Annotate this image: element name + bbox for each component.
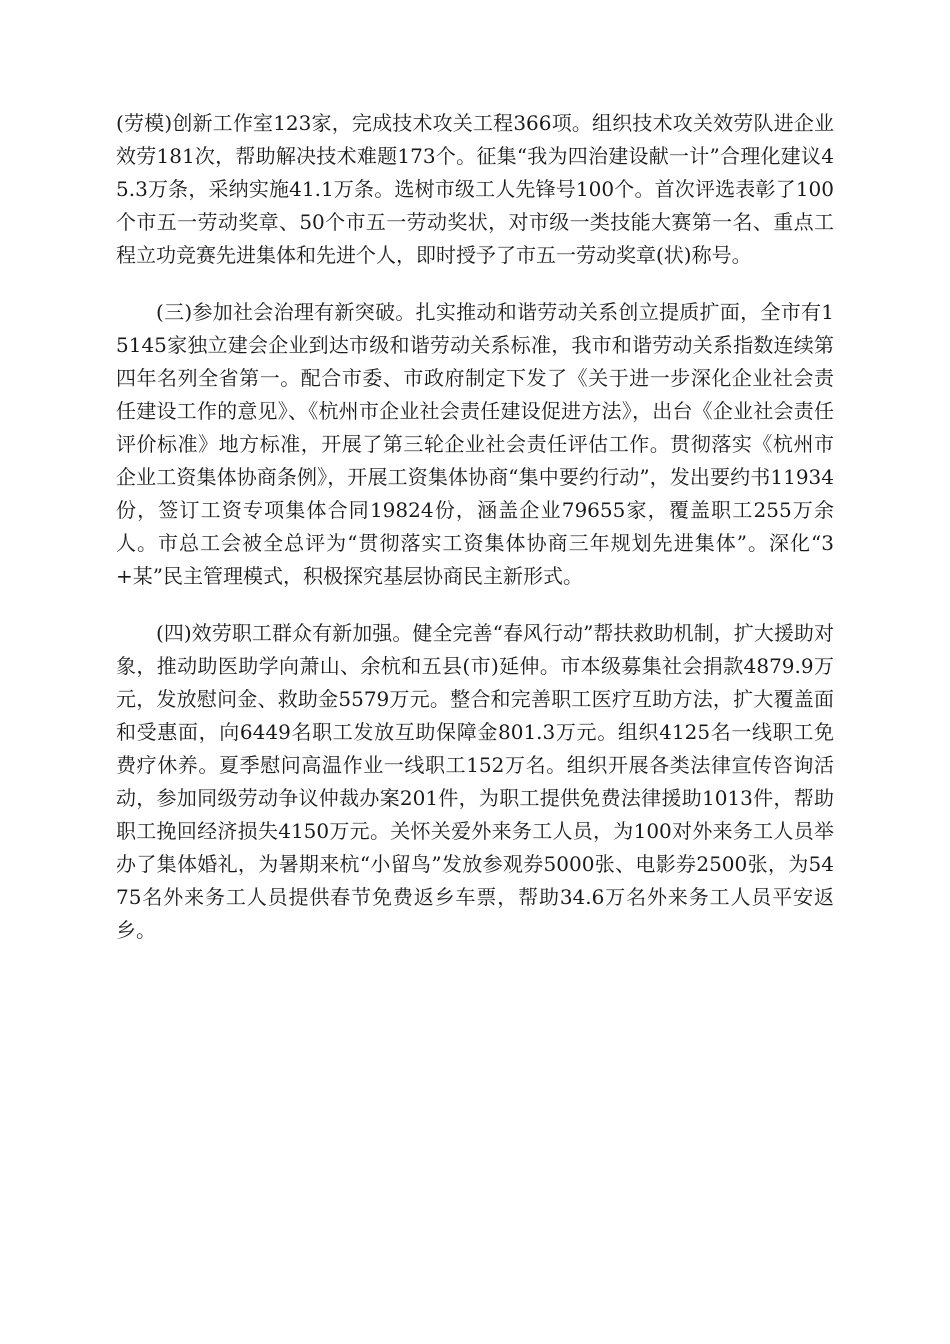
paragraph-continued: (劳模)创新工作室123家，完成技术攻关工程366项。组织技术攻关效劳队进企业效劳181次，帮助解决技术难题173个。征集“我为四治建设献一计”合理化建议45.3万条，采纳实施41.1万条。选树市级工人先锋号100个。首次评选表彰了100个市五一劳动奖章、50个市五一劳动奖状，对市级一类技能大赛第一名、重点工程立功竞赛先进集体和先进个人，即时授予了市五一劳动奖章(状)称号。 [116,111,834,267]
document-page [116,107,834,947]
paragraph-section-three: (三)参加社会治理有新突破。扎实推动和谐劳动关系创立提质扩面，全市有15145家独立建会企业到达市级和谐劳动关系标准，我市和谐劳动关系指数连续第四年名列全省第一。配合市委、市政府制定下发了《关于进一步深化企业社会责任建设工作的意见》、《杭州市企业社会责任建设促进方法》，出台《企业社会责任评价标准》地方标准，开展了第三轮企业社会责任评估工作。贯彻落实《杭州市企业工资集体协商条例》，开展工资集体协商“集中要约行动”，发出要约书11934份，签订工资专项集体合同19824份，涵盖企业79655家，覆盖职工255万余人。市总工会被全总评为“贯彻落实工资集体协商三年规划先进集体”。深化“3+某”民主管理模式，积极探究基层协商民主新形式。 [116,300,834,588]
paragraph-section-four: (四)效劳职工群众有新加强。健全完善“春风行动”帮扶救助机制，扩大援助对象，推动助医助学向萧山、余杭和五县(市)延伸。市本级募集社会捐款4879.9万元，发放慰问金、救助金5579万元。整合和完善职工医疗互助方法，扩大覆盖面和受惠面，向6449名职工发放互助保障金801.3万元。组织4125名一线职工免费疗休养。夏季慰问高温作业一线职工152万名。组织开展各类法律宣传咨询活动，参加同级劳动争议仲裁办案201件，为职工提供免费法律援助1013件，帮助职工挽回经济损失4150万元。关怀关爱外来务工人员，为100对外来务工人员举办了集体婚礼，为暑期来杭“小留鸟”发放参观券5000张、电影券2500张，为5475名外来务工人员提供春节免费返乡车票，帮助34.6万名外来务工人员平安返乡。 [116,621,834,942]
